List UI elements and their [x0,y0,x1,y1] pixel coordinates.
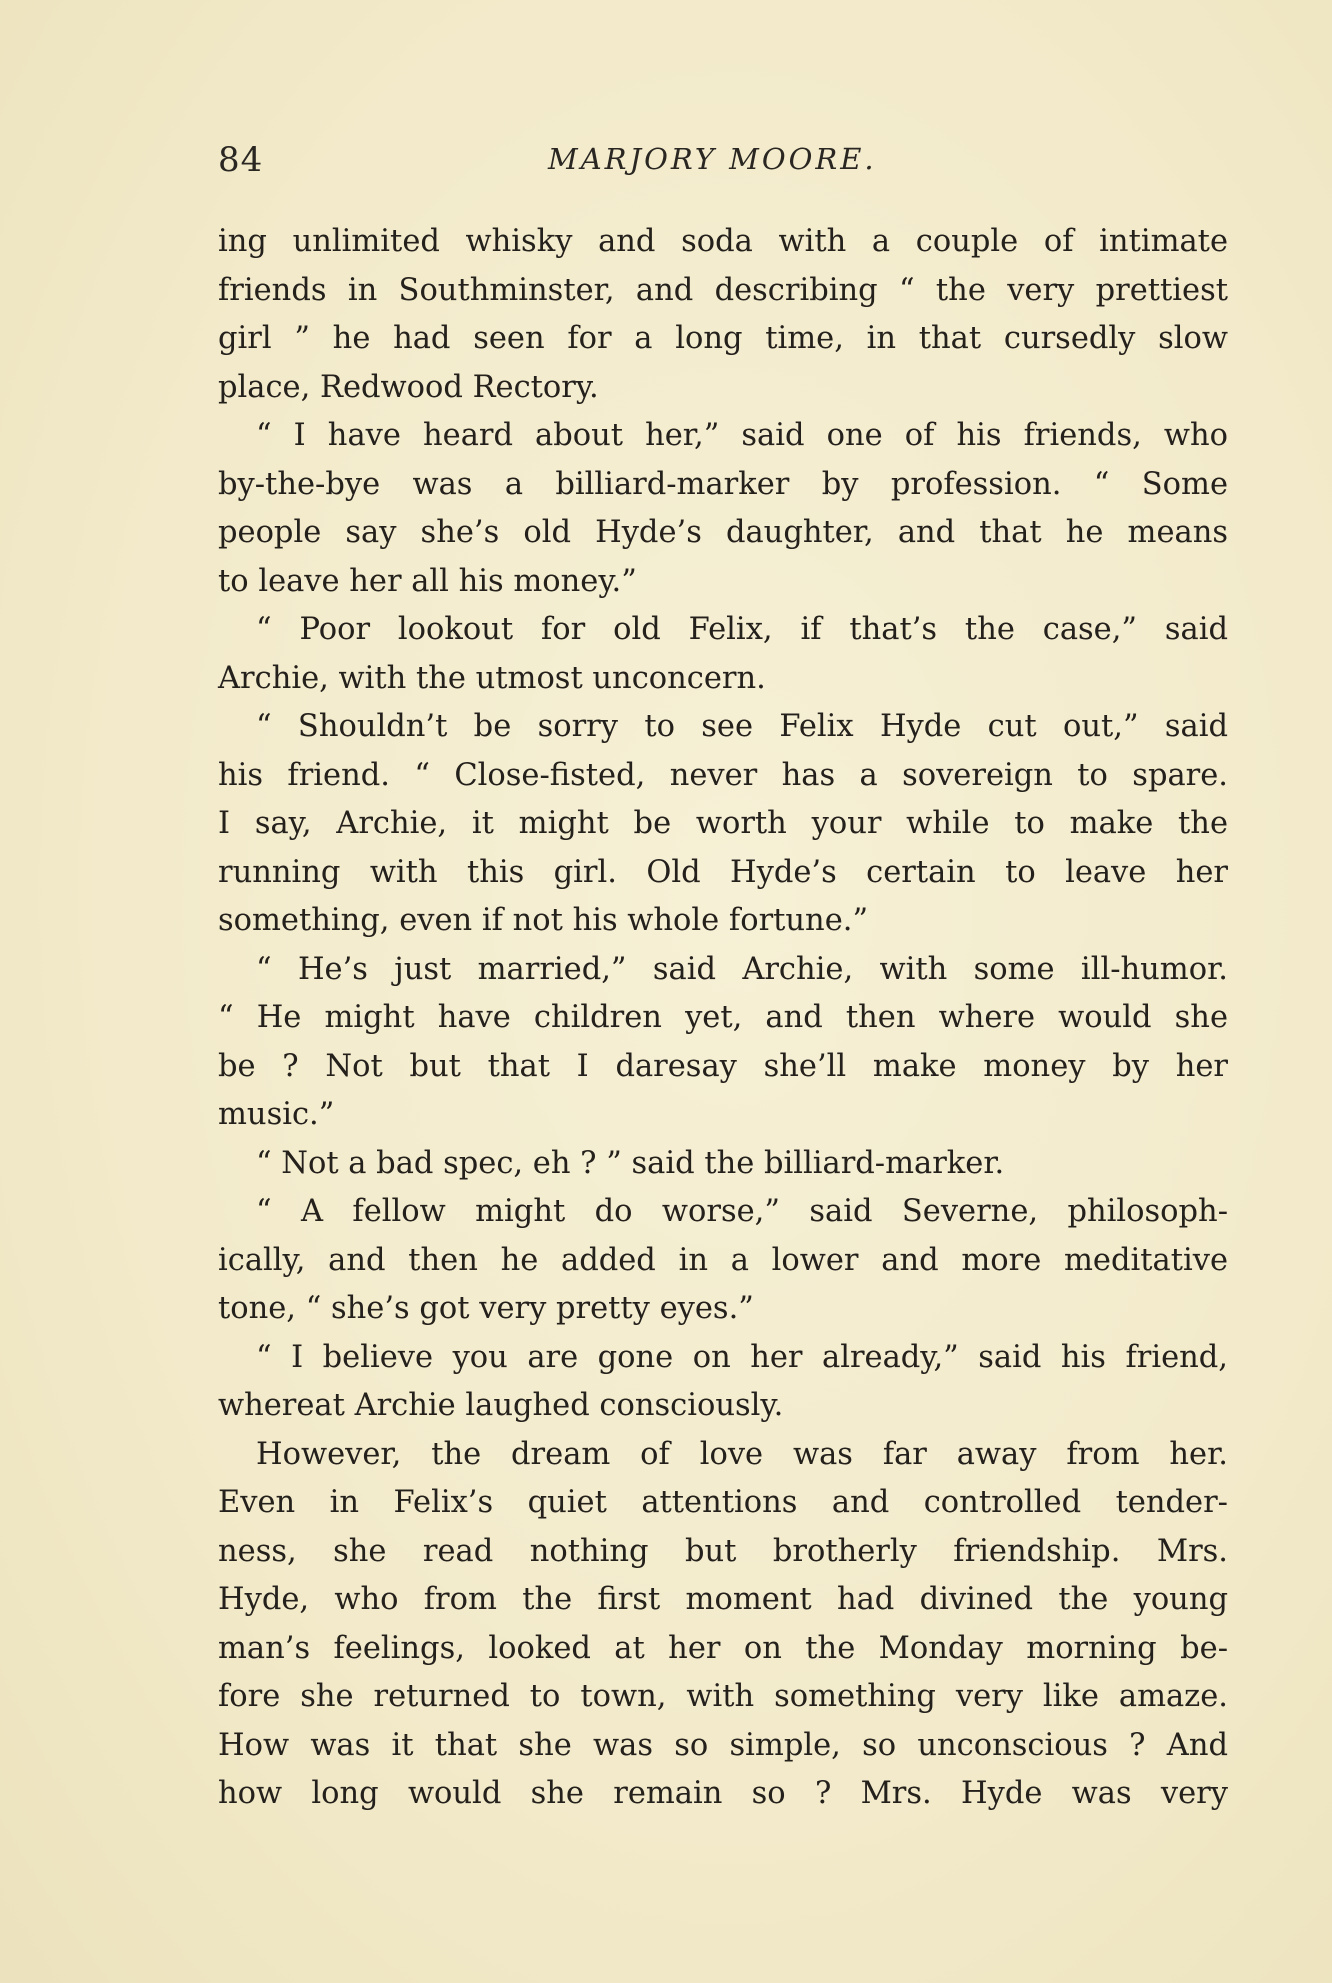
body-text [218,218,1228,1819]
running-title: MARJORY MOORE. [548,142,877,176]
text-line: “ I believe you are gone on her already,” said his friend, [256,1339,1228,1375]
text-line: something, even if not his whole fortune.” [218,903,869,938]
text-line: music.” [218,1097,335,1132]
text-line: his friend. “ Close-fisted, never has a sovereign to spare. [218,757,1228,793]
text-line: “ Poor lookout for old Felix, if that’s the case,” said [256,612,1228,647]
text-line: people say she’s old Hyde’s daughter, and that he means [218,515,1228,550]
text-line: be ? Not but that I daresay she’ll make money by her [218,1048,1228,1084]
page-header [218,140,1228,190]
text-line: ness, she read nothing but brotherly friendship. Mrs. [218,1533,1228,1569]
text-line: Archie, with the utmost unconcern. [218,660,766,696]
text-line: “ Shouldn’t be sorry to see Felix Hyde cut out,” said [256,709,1228,744]
text-line: by-the-bye was a billiard-marker by profession. “ Some [218,466,1228,502]
text-line: running with this girl. Old Hyde’s certain to leave her [218,854,1228,890]
text-line: “ He might have children yet, and then where would she [218,1000,1228,1035]
text-line: ing unlimited whisky and soda with a couple of intimate [218,224,1228,259]
text-line: I say, Archie, it might be worth your while to make the [218,806,1228,841]
text-line: “ He’s just married,” said Archie, with some ill-humor. [256,951,1228,987]
text-line: man’s feelings, looked at her on the Monday morning be- [218,1630,1228,1666]
page-number: 84 [218,140,264,180]
text-line: ically, and then he added in a lower and more meditative [218,1242,1228,1278]
text-line: Hyde, who from the first moment had divined the young [218,1582,1228,1617]
text-line: “ I have heard about her,” said one of his friends, who [256,418,1228,453]
text-line: to leave her all his money.” [218,563,637,599]
text-line: friends in Southminster, and describing “ the very prettiest [218,272,1228,308]
text-line: girl ” he had seen for a long time, in that cursedly slow [218,321,1228,356]
text-line: tone, “ she’s got very pretty eyes.” [218,1291,754,1326]
text-line: Even in Felix’s quiet attentions and controlled tender- [218,1485,1228,1520]
text-line: However, the dream of love was far away from her. [256,1436,1228,1472]
text-line: how long would she remain so ? Mrs. Hyde was very [218,1776,1228,1811]
text-line: “ Not a bad spec, eh ? ” said the billiard-marker. [256,1145,1005,1181]
text-line: place, Redwood Rectory. [218,369,599,405]
text-line: whereat Archie laughed consciously. [218,1388,784,1423]
text-line: “ A fellow might do worse,” said Severne, philosoph- [256,1194,1228,1229]
text-line: How was it that she was so simple, so unconscious ? And [218,1727,1228,1763]
text-line: fore she returned to town, with something very like amaze. [218,1679,1228,1714]
